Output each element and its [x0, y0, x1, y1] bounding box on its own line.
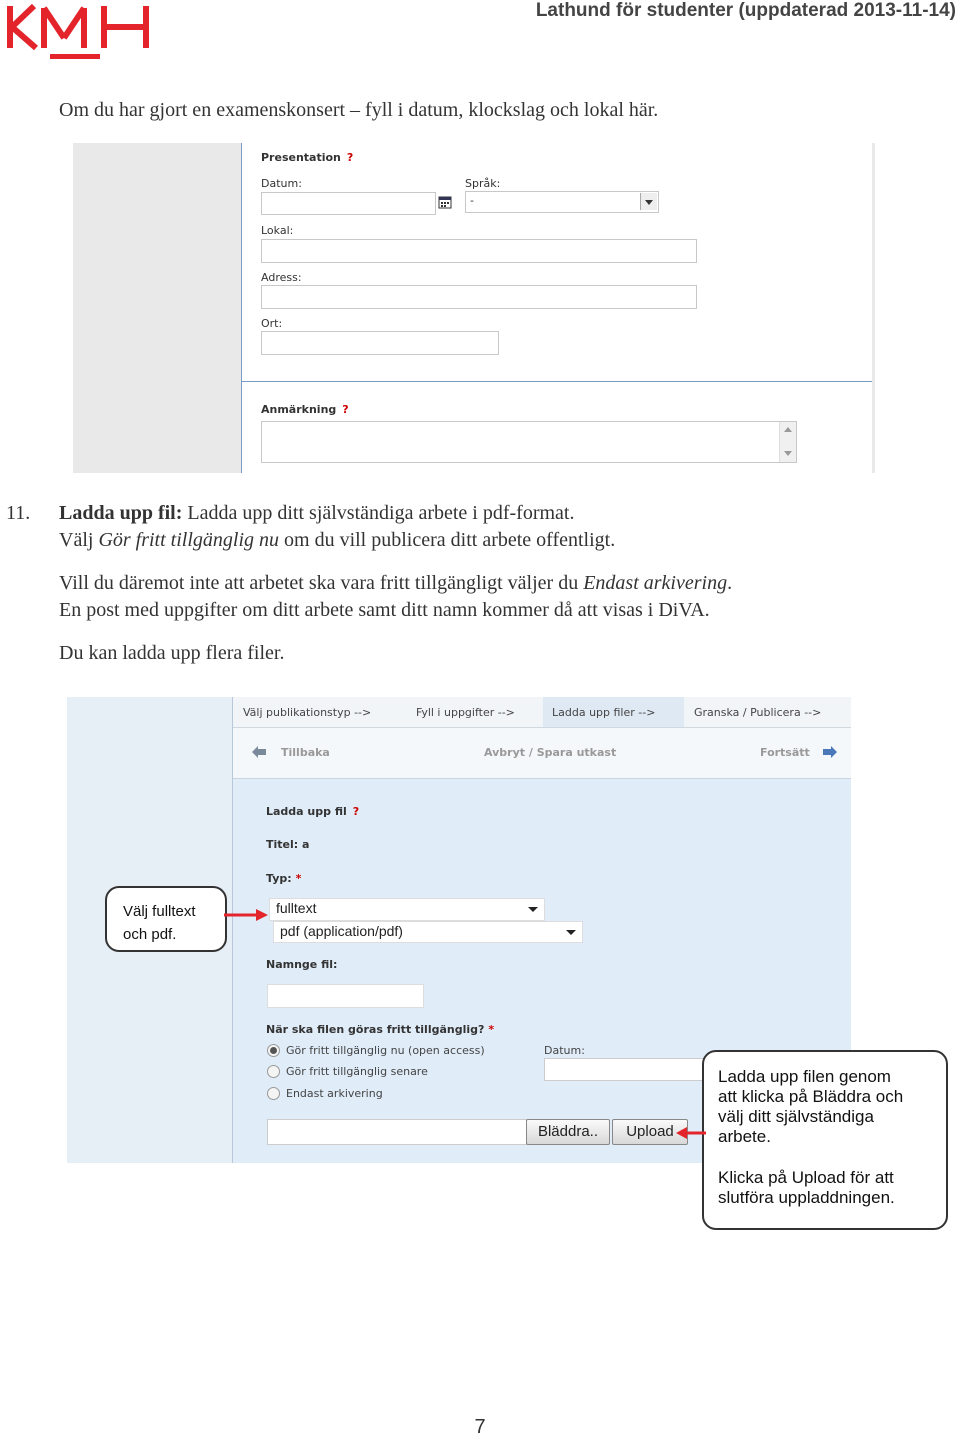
- anmarkning-textarea[interactable]: [261, 421, 797, 463]
- step-fill-details[interactable]: Fyll i uppgifter -->: [416, 706, 515, 719]
- radio-archive-only[interactable]: [267, 1087, 280, 1100]
- arrow-to-type-select: [224, 908, 268, 927]
- cancel-save-draft-button[interactable]: Avbryt / Spara utkast: [484, 746, 617, 759]
- scrollbar[interactable]: [779, 422, 796, 462]
- callout-choose-fulltext: Välj fulltext och pdf.: [105, 886, 227, 952]
- datum-input[interactable]: [261, 192, 436, 215]
- title-label: Titel: a: [266, 838, 310, 851]
- upload-file-label: Ladda upp fil ?: [266, 805, 360, 818]
- help-icon[interactable]: ?: [346, 151, 354, 164]
- sprak-label: Språk:: [465, 177, 501, 190]
- lokal-label: Lokal:: [261, 224, 294, 237]
- type-select[interactable]: fulltext: [269, 898, 545, 921]
- arrow-right-icon[interactable]: [822, 744, 838, 763]
- wizard-steps: [233, 697, 851, 728]
- radio-open-later[interactable]: [267, 1065, 280, 1078]
- calendar-icon[interactable]: [438, 194, 452, 213]
- date-input[interactable]: [544, 1058, 706, 1081]
- step-choose-type[interactable]: Välj publikationstyp -->: [243, 706, 372, 719]
- anmarkning-label: Anmärkning ?: [261, 403, 349, 416]
- radio-label-archive-only: Endast arkivering: [286, 1087, 383, 1100]
- date-label: Datum:: [544, 1044, 585, 1057]
- document-header-title: Lathund för studenter (uppdaterad 2013-11-14): [535, 0, 956, 21]
- radio-label-open-later: Gör fritt tillgänglig senare: [286, 1065, 428, 1078]
- callout-upload-instructions: Ladda upp filen genom att klicka på Bläddra och välj ditt självständiga arbete. Klicka på Upload för att slutföra uppladdningen.: [702, 1050, 948, 1230]
- intro-text: Om du har gjort en examenskonsert – fyll i datum, klockslag och lokal här.: [59, 99, 659, 121]
- presentation-form-screenshot: [73, 143, 875, 473]
- chevron-down-icon: [566, 930, 576, 935]
- step-heading-line: Ladda upp fil: Ladda upp ditt självständiga arbete i pdf-format.: [59, 502, 575, 524]
- wizard-nav: [233, 728, 851, 779]
- continue-button[interactable]: Fortsätt: [760, 746, 810, 759]
- step-instruction-line: Välj Gör fritt tillgänglig nu om du vill publicera ditt arbete offentligt.: [59, 529, 616, 551]
- help-icon[interactable]: ?: [352, 805, 360, 818]
- chevron-down-icon: [528, 907, 538, 912]
- availability-label: När ska filen göras fritt tillgänglig? *: [266, 1023, 495, 1036]
- archive-paragraph-line2: En post med uppgifter om ditt arbete samt ditt namn kommer då att visas i DiVA.: [59, 599, 710, 621]
- file-path-input[interactable]: [267, 1119, 527, 1145]
- lokal-input[interactable]: [261, 239, 697, 263]
- adress-label: Adress:: [261, 271, 302, 284]
- page-number: 7: [474, 1416, 486, 1438]
- multiple-files-text: Du kan ladda upp flera filer.: [59, 642, 285, 664]
- scroll-down-icon[interactable]: [784, 451, 792, 456]
- browse-button[interactable]: Bläddra..: [526, 1119, 610, 1145]
- ort-label: Ort:: [261, 317, 283, 330]
- scroll-up-icon[interactable]: [784, 427, 792, 432]
- back-button[interactable]: Tillbaka: [281, 746, 330, 759]
- file-name-input[interactable]: [267, 984, 424, 1008]
- upload-button[interactable]: Upload: [612, 1119, 688, 1145]
- adress-input[interactable]: [261, 285, 697, 309]
- radio-open-access-now[interactable]: [267, 1044, 280, 1057]
- type-label: Typ: *: [266, 872, 302, 885]
- format-select[interactable]: pdf (application/pdf): [273, 921, 583, 943]
- step-upload-files[interactable]: Ladda upp filer -->: [552, 706, 656, 719]
- datum-label: Datum:: [261, 177, 302, 190]
- step-review-publish[interactable]: Granska / Publicera -->: [694, 706, 822, 719]
- presentation-label: Presentation ?: [261, 151, 354, 164]
- file-name-label: Namnge fil:: [266, 958, 338, 971]
- ort-input[interactable]: [261, 331, 499, 355]
- step-number: 11.: [6, 502, 31, 524]
- arrow-to-upload-button: [676, 1126, 706, 1145]
- radio-label-open-now: Gör fritt tillgänglig nu (open access): [286, 1044, 485, 1057]
- kmh-logo: [6, 4, 152, 67]
- help-icon[interactable]: ?: [342, 403, 349, 416]
- section-divider: [242, 381, 872, 382]
- sprak-select[interactable]: -: [465, 191, 659, 213]
- archive-paragraph-line1: Vill du däremot inte att arbetet ska vara fritt tillgängligt väljer du Endast arkivering.: [59, 572, 733, 594]
- arrow-left-icon[interactable]: [251, 744, 267, 763]
- chevron-down-icon: [640, 193, 657, 210]
